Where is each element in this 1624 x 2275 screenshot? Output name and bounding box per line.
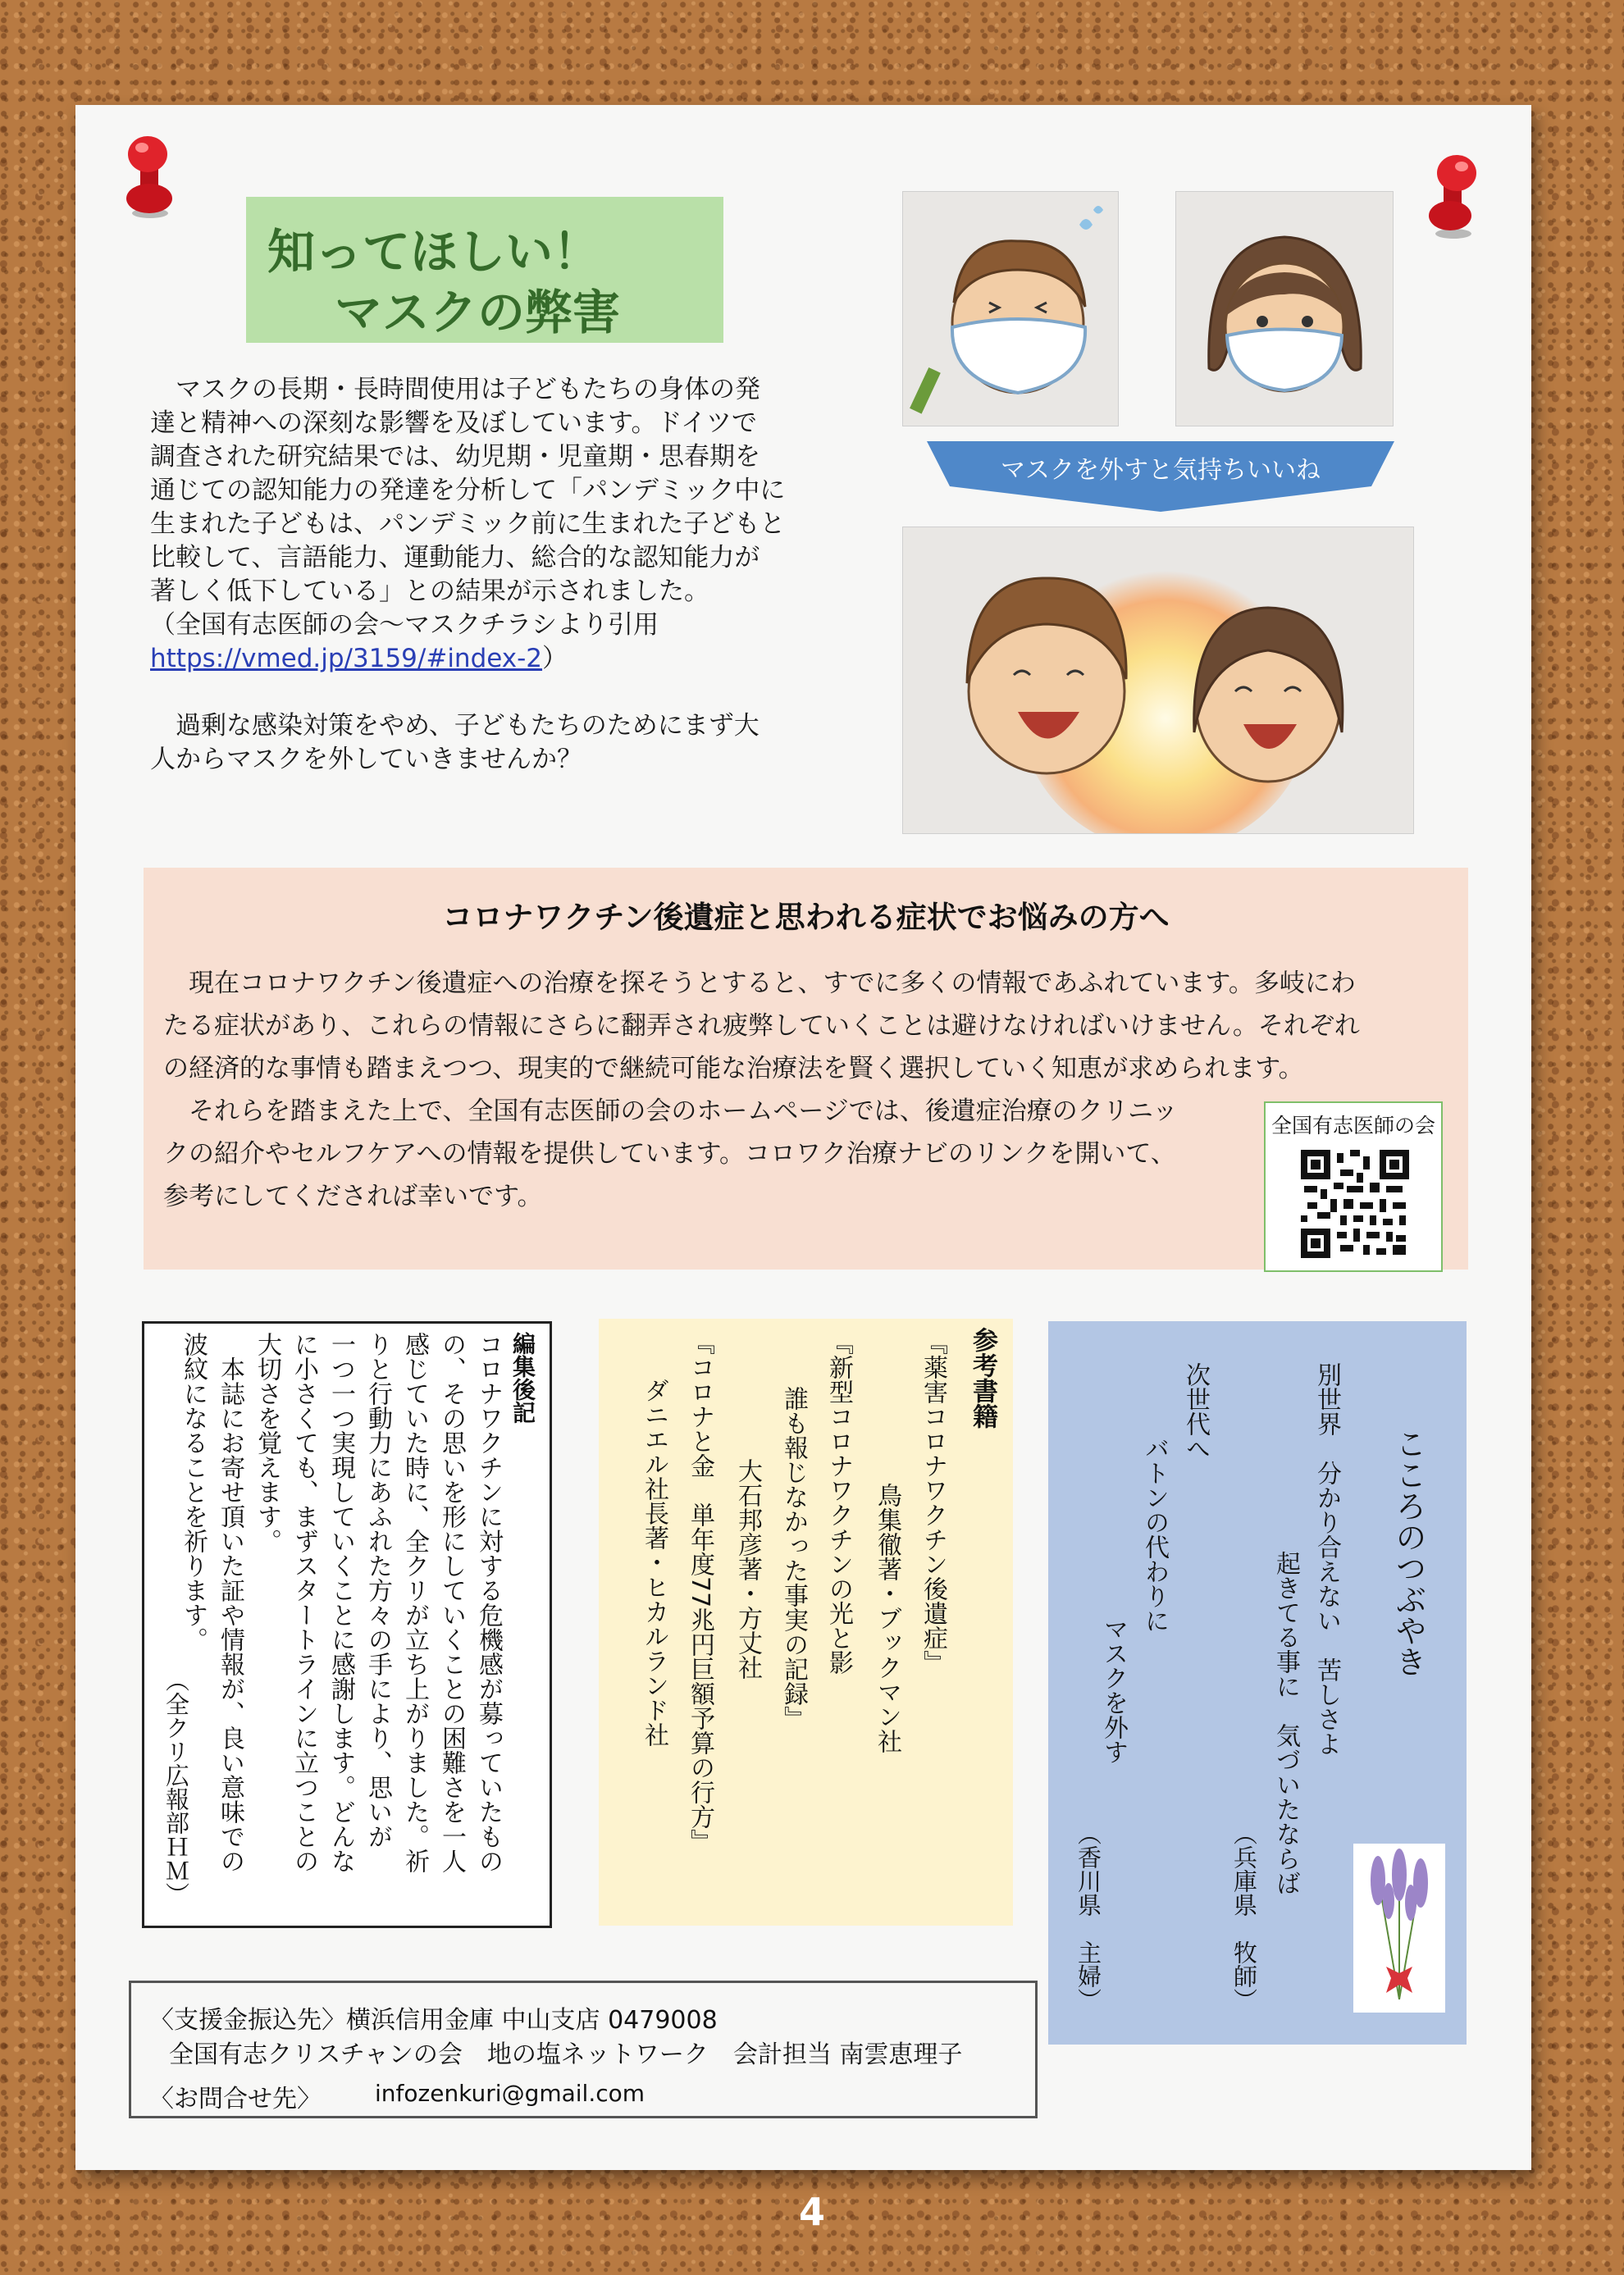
article-closing-line: 人からマスクを外していきませんか？ bbox=[150, 745, 582, 774]
arrow-label: マスクを外すと気持ちいいね bbox=[1001, 456, 1321, 485]
editor-note-line: の、その思いを形にしていくことの困難さを一人 bbox=[437, 1332, 466, 1873]
qr-code-card[interactable] bbox=[1264, 1101, 1443, 1272]
support-bank-line: 〈支援金振込先〉横浜信用金庫 中山支店 0479008 bbox=[149, 2006, 718, 2035]
editor-note-body bbox=[175, 1332, 507, 1873]
poem-box bbox=[1048, 1321, 1467, 2045]
editor-note-line: 波紋になることを祈ります。 bbox=[179, 1332, 208, 1652]
book-2-author: 大石邦彦著・方丈社 bbox=[733, 1458, 762, 1680]
lavender-bouquet-icon bbox=[1353, 1844, 1445, 2013]
contact-label: 〈お問合せ先〉 bbox=[149, 2085, 322, 2113]
references-box bbox=[599, 1319, 1013, 1926]
poem-author-2: （香川県 主婦） bbox=[1074, 1821, 1102, 2012]
book-1-author: 鳥集徹著・ブックマン社 bbox=[873, 1483, 901, 1753]
link-suffix: ） bbox=[542, 644, 568, 673]
article-line: 比較して、言語能力、運動能力、総合的な認知能力が bbox=[150, 543, 760, 572]
editor-note-line: 本誌にお寄せ頂いた証や情報が、良い意味での bbox=[216, 1332, 244, 1873]
poem-verse-2-line: マスクを外す bbox=[1099, 1616, 1128, 1764]
red-pushpin-icon bbox=[1426, 152, 1483, 242]
poem-author-1: （兵庫県 牧師） bbox=[1230, 1821, 1258, 2012]
source-link[interactable]: https://vmed.jp/3159/#index-2 bbox=[150, 644, 543, 673]
editor-note-line: 感じていた時に、全クリが立ち上がりました。祈 bbox=[400, 1332, 429, 1873]
vaccine-title: コロナワクチン後遺症と思われる症状でお悩みの方へ bbox=[442, 900, 1170, 935]
qr-label: 全国有志医師の会 bbox=[1270, 1114, 1435, 1138]
article-line: （全国有志医師の会～マスクチラシより引用 bbox=[150, 610, 659, 640]
article-line: 通じての認知能力の発達を分析して「パンデミック中に bbox=[150, 476, 786, 505]
poem-verse-1-line: 別世界 分かり合えない 苦しさよ bbox=[1312, 1362, 1341, 1756]
article-line: 調査された研究結果では、幼児期・児童期・思春期を bbox=[150, 442, 760, 472]
contact-email[interactable]: infozenkuri@gmail.com bbox=[375, 2080, 645, 2107]
editor-note-signature: （全クリ広報部ＨＭ） bbox=[162, 1668, 190, 1906]
vaccine-line: たる症状があり、これらの情報にさらに翻弄され疲弊していくことは避けなければいけません。それぞれ bbox=[163, 1011, 1360, 1041]
editor-note-line: に小さくても、まずスタートラインに立つことの bbox=[290, 1332, 318, 1873]
smiling-children-illustration bbox=[902, 527, 1414, 834]
editor-note-box bbox=[142, 1321, 552, 1928]
vaccine-line: 参考にしてくだされば幸いです。 bbox=[163, 1182, 543, 1211]
vaccine-line: それらを踏まえた上で、全国有志医師の会のホームページでは、後遺症治療のクリニッ bbox=[163, 1096, 1178, 1126]
references-heading: 参考書籍 bbox=[968, 1327, 997, 1429]
masked-boy-illustration bbox=[902, 191, 1119, 426]
article-line: 生まれた子どもは、パンデミック前に生まれた子どもと bbox=[150, 509, 786, 539]
editor-note-heading: 編集後記 bbox=[509, 1332, 536, 1424]
article-line: 達と精神への深刻な影響を及ぼしています。ドイツで bbox=[150, 408, 757, 438]
qr-code-icon[interactable] bbox=[1301, 1150, 1409, 1258]
book-2-title: 『新型コロナワクチンの光と影 bbox=[824, 1330, 853, 1675]
support-account-line: 全国有志クリスチャンの会 地の塩ネットワーク 会計担当 南雲恵理子 bbox=[169, 2040, 963, 2069]
red-pushpin-icon bbox=[117, 131, 175, 221]
book-3-title: 『コロナと金 単年度77兆円巨額予算の行方』 bbox=[686, 1330, 714, 1854]
poem-heading: こころのつぶやき bbox=[1390, 1428, 1426, 1677]
editor-note-line: コロナワクチンに対する危機感が募っていたもの bbox=[474, 1332, 503, 1873]
poem-verse-1-line: 起きてる事に 気づいたならば bbox=[1271, 1551, 1300, 1895]
support-info-box bbox=[129, 1981, 1038, 2118]
poem-verse-2-line: 次世代へ bbox=[1181, 1362, 1210, 1461]
article-link-line bbox=[150, 642, 785, 676]
vaccine-line: クの紹介やセルフケアへの情報を提供しています。コロワク治療ナビのリンクを開いて、 bbox=[163, 1139, 1176, 1169]
masked-girl-illustration bbox=[1175, 191, 1394, 426]
book-3-author: ダニエル社長著・ヒカルランド社 bbox=[640, 1378, 668, 1747]
title-line-2: マスクの弊害 bbox=[335, 285, 621, 340]
vaccine-body bbox=[163, 962, 1360, 1218]
book-2-subtitle: 誰も報じなかった事実の記録』 bbox=[779, 1386, 808, 1730]
title-box bbox=[246, 197, 723, 343]
editor-note-line: 大切さを覚えます。 bbox=[253, 1332, 281, 1553]
article-closing-line: 過剰な感染対策をやめ、子どもたちのためにまず大 bbox=[150, 711, 760, 741]
poem-verse-2-line: バトンの代わりに bbox=[1140, 1436, 1169, 1633]
editor-note-line: りと行動力にあふれた方々の手により、思いが bbox=[363, 1332, 392, 1849]
editor-note-line: 一つ一つ実現していくことに感謝します。どんな bbox=[326, 1332, 355, 1873]
title-line-1: 知ってほしい！ bbox=[267, 224, 601, 280]
article-line: 著しく低下している」との結果が示されました。 bbox=[150, 577, 709, 606]
vaccine-line: 現在コロナワクチン後遺症への治療を探そうとすると、すでに多くの情報であふれています。多岐にわ bbox=[163, 969, 1356, 998]
vaccine-line: の経済的な事情も踏まえつつ、現実的で継続可能な治療法を賢く選択していく知恵が求められます。 bbox=[163, 1054, 1304, 1083]
mask-article bbox=[150, 373, 785, 777]
book-1-title: 『薬害コロナワクチン後遺症』 bbox=[919, 1330, 947, 1675]
page-number: 4 bbox=[798, 2190, 825, 2234]
article-line: マスクの長期・長時間使用は子どもたちの身体の発 bbox=[150, 375, 760, 404]
